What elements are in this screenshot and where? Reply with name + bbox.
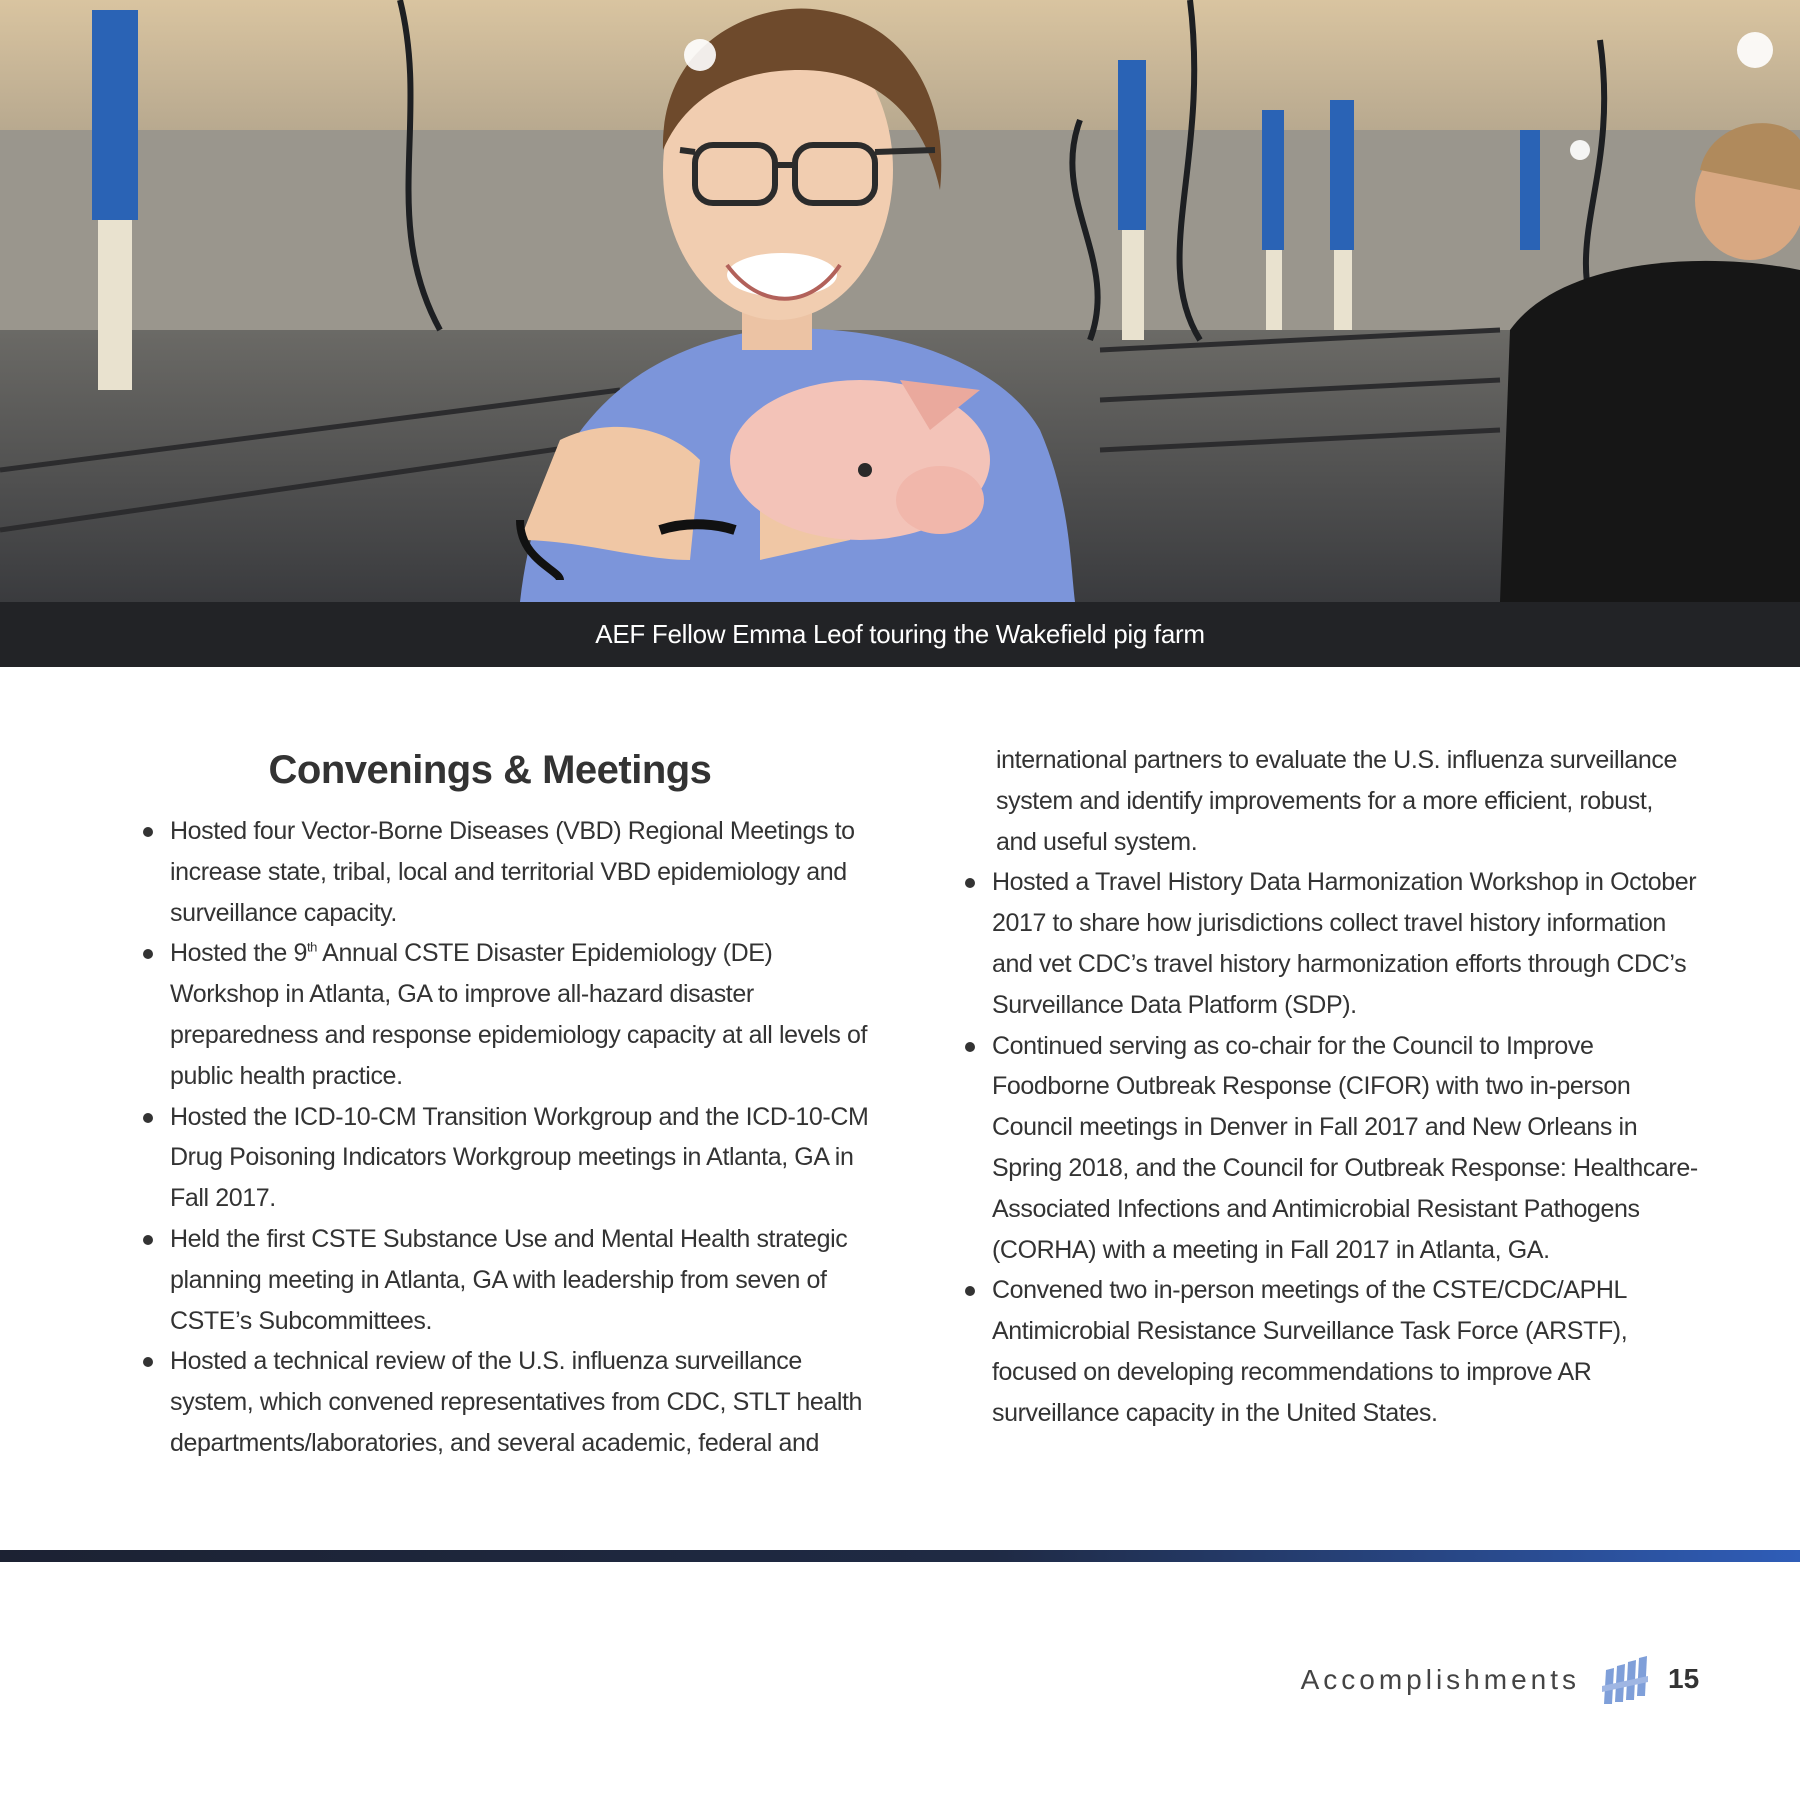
cste-logo-icon xyxy=(1602,1656,1648,1706)
pig-farm-photo-icon xyxy=(0,0,1800,602)
section-heading: Convenings & Meetings xyxy=(268,748,712,792)
list-item-text-post: Annual CSTE Disaster Epidemiology (DE) Workshop in Atlanta, GA to improve all-hazard disaster preparedness and response epidemiology capacity at all levels of public health practice. xyxy=(170,939,868,1090)
convenings-list-right xyxy=(960,862,1700,1433)
footer-divider xyxy=(0,1550,1800,1562)
list-item: Hosted a technical review of the U.S. influenza surveillance system, which convened representatives from CDC, STLT health departments/laboratories, and several academic, federal and xyxy=(138,1341,878,1463)
list-item: Continued serving as co-chair for the Council to Improve Foodborne Outbreak Response (CIFOR) with two in-person Council meetings in Denver in Fall 2017 and New Orleans in Spring 2018, and the Council for Outbreak Response: Healthcare-Associated Infections and Antimicrobial Resistant Pathogens (CORHA) with a meeting in Fall 2017 in Atlanta, GA. xyxy=(960,1026,1700,1271)
header-photo xyxy=(0,0,1800,602)
list-item: Held the first CSTE Substance Use and Mental Health strategic planning meeting in Atlanta, GA with leadership from seven of CSTE’s Subcommittees. xyxy=(138,1219,878,1341)
convenings-list-left xyxy=(138,811,878,1464)
ordinal-suffix: th xyxy=(306,940,318,956)
list-item: Hosted the ICD-10-CM Transition Workgroup and the ICD-10-CM Drug Poisoning Indicators Workgroup meetings in Atlanta, GA in Fall 2017. xyxy=(138,1097,878,1219)
list-item-text-pre: Hosted the 9 xyxy=(170,939,307,968)
right-column xyxy=(960,740,1700,1434)
section-label: Accomplishments xyxy=(1300,1664,1580,1695)
list-item: Hosted four Vector-Borne Diseases (VBD) Regional Meetings to increase state, tribal, local and territorial VBD epidemiology and surveillance capacity. xyxy=(138,811,878,933)
page-number: 15 xyxy=(1668,1663,1700,1694)
photo-caption: AEF Fellow Emma Leof touring the Wakefield pig farm xyxy=(0,602,1800,667)
list-item: Hosted a Travel History Data Harmonization Workshop in October 2017 to share how jurisdictions collect travel history information and vet CDC’s travel history harmonization efforts through CDC’s Surveillance Data Platform (SDP). xyxy=(960,862,1700,1025)
list-item xyxy=(138,933,878,1096)
list-item-continuation: international partners to evaluate the U.S. influenza surveillance system and identify improvements for a more efficient, robust, and useful system. xyxy=(996,746,1677,856)
list-item: Convened two in-person meetings of the CSTE/CDC/APHL Antimicrobial Resistance Surveillance Task Force (ARSTF), focused on developing recommendations to improve AR surveillance capacity in the United States. xyxy=(960,1270,1700,1433)
left-column xyxy=(138,811,878,1464)
